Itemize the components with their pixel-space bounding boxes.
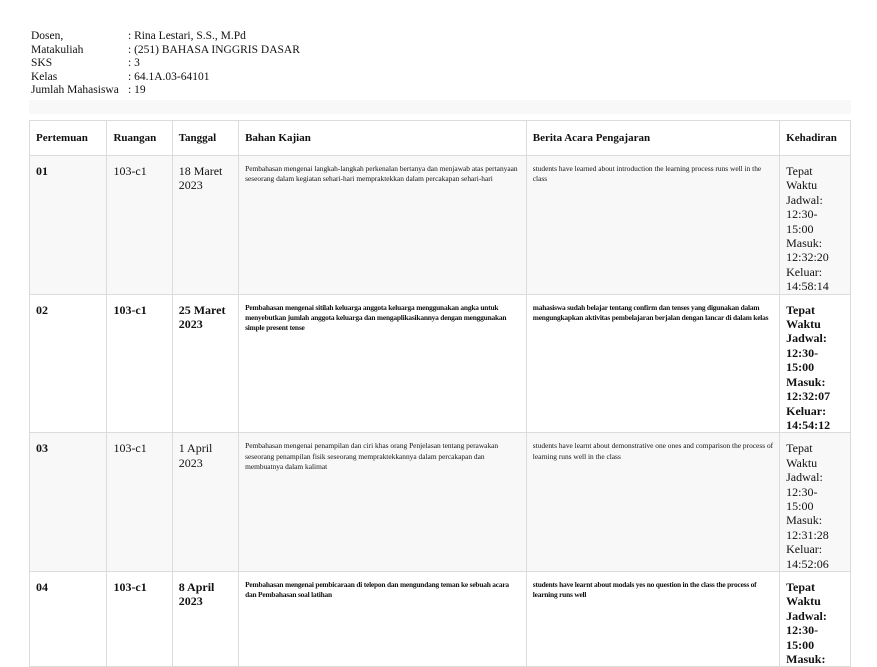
cell-pertemuan: 04 xyxy=(30,571,107,666)
kehadiran-line: 12:30-15:00 xyxy=(786,623,819,652)
table-row xyxy=(30,571,851,666)
cell-ruangan: 103-c1 xyxy=(107,571,172,666)
kehadiran-line: 12:30-15:00 xyxy=(786,484,818,513)
cell-bahan-kajian: Pembahasan mengenai sitilah keluarga anggota keluarga menggunakan angka untuk menyebutkan jumlah anggota keluarga dan mengaplikasikannya dengan menggunakan simple present tense xyxy=(239,294,527,433)
cell-kehadiran xyxy=(780,156,851,295)
cell-pertemuan: 02 xyxy=(30,294,107,433)
cell-pertemuan: 03 xyxy=(30,433,107,572)
table-row xyxy=(30,156,851,295)
info-value: : Rina Lestari, S.S., M.Pd xyxy=(128,30,246,42)
cell-berita-acara: students have learnt about modals yes no question in the class the process of learning runs well xyxy=(526,571,779,666)
cell-kehadiran xyxy=(780,433,851,572)
kehadiran-line: Jadwal: xyxy=(786,608,827,623)
cell-pertemuan: 01 xyxy=(30,156,107,295)
header-pertemuan: Pertemuan xyxy=(30,121,107,156)
cell-ruangan: 103-c1 xyxy=(107,433,172,572)
header-tanggal: Tanggal xyxy=(172,121,238,156)
kehadiran-line: 12:32:07 xyxy=(786,389,831,404)
kehadiran-line: Jadwal: xyxy=(786,331,827,346)
cell-tanggal: 18 Maret 2023 xyxy=(172,156,238,295)
kehadiran-status: Tepat Waktu xyxy=(786,579,821,609)
info-value: : 19 xyxy=(128,84,146,97)
cell-bahan-kajian: Pembahasan mengenai pembicaraan di telepon dan mengundang teman ke sebuah acara dan Pembahasan soal latihan xyxy=(239,571,527,666)
info-label: Matakuliah xyxy=(31,43,84,56)
attendance-table xyxy=(29,120,851,667)
cell-ruangan: 103-c1 xyxy=(107,156,172,295)
cell-bahan-kajian: Pembahasan mengenai langkah-langkah perkenalan bertanya dan menjawab atas pertanyaan seseorang dalam kegiatan sehari-hari mempraktekkan dalam percakapan sehari-hari xyxy=(239,156,527,295)
kehadiran-status: Tepat Waktu xyxy=(786,441,818,470)
kehadiran-line: 12:30-15:00 xyxy=(786,345,819,375)
kehadiran-line: Masuk: xyxy=(786,652,826,666)
kehadiran-line: 12:32:20 xyxy=(786,250,829,265)
kehadiran-line: Masuk: xyxy=(786,236,823,251)
cell-berita-acara: students have learnt about demonstrative one ones and comparison the process of learning runs well in the class xyxy=(526,433,779,572)
kehadiran-line: Keluar: xyxy=(786,264,823,279)
info-label: SKS xyxy=(31,57,53,70)
cell-kehadiran xyxy=(780,571,851,666)
info-row-sks xyxy=(31,57,300,71)
table-header-row xyxy=(30,121,851,156)
header-berita-acara: Berita Acara Pengajaran xyxy=(526,121,779,156)
info-value: : 64.1A.03-64101 xyxy=(128,70,210,83)
info-value: : 3 xyxy=(128,57,140,70)
info-row-jumlah xyxy=(31,84,300,98)
kehadiran-line: Masuk: xyxy=(786,374,826,389)
header-bahan-kajian: Bahan Kajian xyxy=(239,121,527,156)
cell-tanggal: 25 Maret 2023 xyxy=(172,294,238,433)
info-row-matakuliah xyxy=(31,44,300,58)
course-info xyxy=(31,30,300,98)
kehadiran-line: 12:30-15:00 xyxy=(786,207,818,236)
kehadiran-line: Keluar: xyxy=(786,542,823,557)
info-row-dosen xyxy=(31,30,300,44)
cell-bahan-kajian: Pembahasan mengenai penampilan dan ciri khas orang Penjelasan tentang perawakan seseorang penampilan fisik seseorang mempraktekkannya dalam percakapan dan membuatnya dalam kalimat xyxy=(239,433,527,572)
kehadiran-line: 12:31:28 xyxy=(786,527,829,542)
cell-kehadiran xyxy=(780,294,851,433)
cell-berita-acara: mahasiswa sudah belajar tentang confirm dan tenses yang digunakan dalam mengungkapkan aktivitas pembelajaran berjalan dengan lancar di dalam kelas xyxy=(526,294,779,433)
cell-ruangan: 103-c1 xyxy=(107,294,172,433)
table-row xyxy=(30,294,851,433)
info-value: : (251) BAHASA INGGRIS DASAR xyxy=(128,43,300,56)
kehadiran-status: Tepat Waktu xyxy=(786,164,818,193)
kehadiran-line: 14:54:12 xyxy=(786,417,831,432)
info-label: Dosen, xyxy=(31,30,64,42)
cell-tanggal: 8 April 2023 xyxy=(172,571,238,666)
table-row xyxy=(30,433,851,572)
cell-berita-acara: students have learned about introduction the learning process runs well in the class xyxy=(526,156,779,295)
cell-tanggal: 1 April 2023 xyxy=(172,433,238,572)
kehadiran-line: Jadwal: xyxy=(786,192,823,207)
info-label: Kelas xyxy=(31,70,58,83)
kehadiran-line: Keluar: xyxy=(786,403,827,418)
kehadiran-line: 14:52:06 xyxy=(786,556,829,571)
kehadiran-line: Masuk: xyxy=(786,513,823,528)
header-kehadiran: Kehadiran xyxy=(780,121,851,156)
info-row-kelas xyxy=(31,71,300,85)
header-ruangan: Ruangan xyxy=(107,121,172,156)
kehadiran-line: 14:58:14 xyxy=(786,279,829,294)
info-label: Jumlah Mahasiswa xyxy=(31,84,119,97)
kehadiran-status: Tepat Waktu xyxy=(786,302,821,332)
kehadiran-line: Jadwal: xyxy=(786,470,823,485)
info-band xyxy=(29,100,851,114)
